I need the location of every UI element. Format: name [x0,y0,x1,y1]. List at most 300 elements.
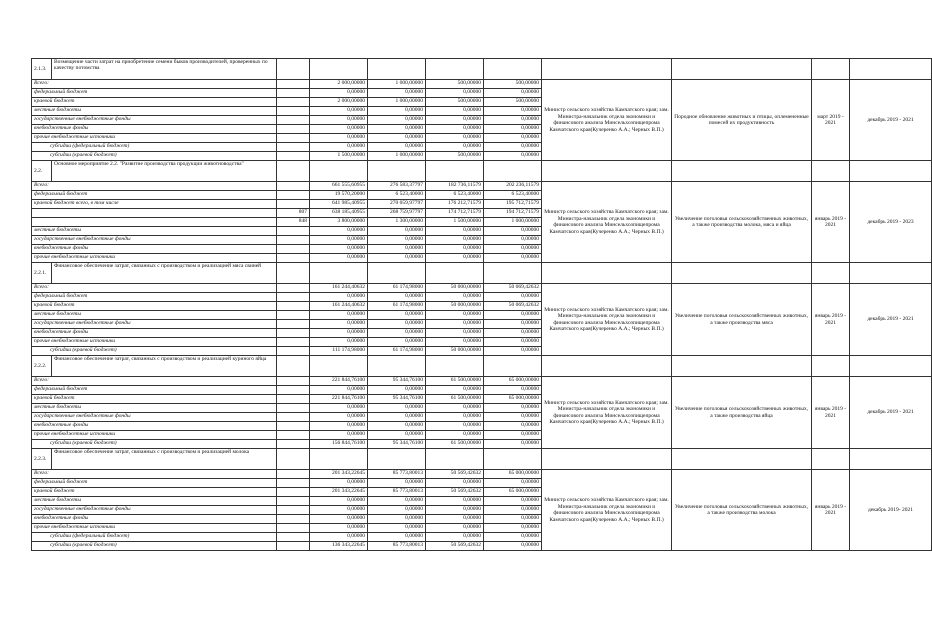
row-code [277,182,310,191]
row-code [277,347,310,356]
empty-cell [850,59,932,80]
amount-cell: 0,00000 [484,440,542,449]
amount-cell: 0,00000 [426,245,484,254]
amount-cell: 0,00000 [426,320,484,329]
row-label: краевой бюджет [32,302,277,311]
row-code [277,134,310,143]
row-label: государственные внебюджетные фонды [32,413,277,422]
empty-cell [368,161,426,182]
row-label: местные бюджеты [32,311,277,320]
empty-cell [812,449,850,470]
row-code [277,143,310,152]
empty-cell [672,59,812,80]
row-code [277,200,310,209]
amount-cell: 1 500,00000 [310,152,368,161]
row-code [277,386,310,395]
section-title: Возмещение части затрат на приобретение семени быков производителей, проверенных по качеству потомства [52,59,277,80]
row-code [277,329,310,338]
expected-result-cell: Увеличение поголовья сельскохозяйственных животных, а также производства молока [672,470,812,551]
amount-cell: 0,00000 [426,89,484,98]
row-label: прочие внебюджетные источники [32,338,277,347]
amount-cell: 221 844,76100 [310,377,368,386]
amount-cell: 61 500,00000 [426,377,484,386]
amount-cell: 0,00000 [426,515,484,524]
amount-cell: 161 244,40632 [310,284,368,293]
responsible-cell: Министр сельского хозяйства Камчатского края; зам. Министра-начальник отдела экономики и финансового анализа Минсельхозпищепрома Камчатского края(Кучеренко А.А.; Черных В.П.) [542,377,672,449]
row-code [277,107,310,116]
amount-cell: 0,00000 [484,404,542,413]
amount-cell: 0,00000 [310,134,368,143]
amount-cell: 0,00000 [368,245,426,254]
amount-cell: 0,00000 [368,254,426,263]
amount-cell: 1 500,00000 [426,218,484,227]
row-code: 848 [277,218,310,227]
amount-cell: 268 759,97797 [368,209,426,218]
amount-cell: 0,00000 [484,320,542,329]
amount-cell: 661 555,60955 [310,182,368,191]
row-label: внебюджетные фонды [32,125,277,134]
amount-cell: 0,00000 [426,497,484,506]
section-header-row [32,449,932,470]
amount-cell: 0,00000 [310,236,368,245]
section-header-row [32,356,932,377]
section-title: Основное мероприятие 2.2. "Развитие производства продукции животноводства" [52,161,277,182]
amount-cell: 1 000,00000 [368,80,426,89]
row-code [277,395,310,404]
empty-cell [672,161,812,182]
row-code [277,515,310,524]
amount-cell: 0,00000 [368,533,426,542]
empty-cell [277,449,310,470]
expected-result-cell: Увеличение поголовья сельскохозяйственных животных, а также производства молока, мяса и яйца [672,182,812,263]
empty-cell [368,59,426,80]
amount-cell: 1 000,00000 [484,218,542,227]
amount-cell: 0,00000 [368,413,426,422]
row-code [277,506,310,515]
responsible-cell: Министр сельского хозяйства Камчатского края; зам. Министра-начальник отдела экономики и финансового анализа Минсельхозпищепрома Камчатского края(Кучеренко А.А.; Черных В.П.) [542,182,672,263]
empty-cell [484,59,542,80]
empty-cell [812,263,850,284]
row-code [277,524,310,533]
row-label: Всего: [32,470,277,479]
amount-cell: 0,00000 [310,506,368,515]
empty-cell [542,356,672,377]
section-number: 2.2.1. [32,263,52,284]
amount-cell: 202 236,11579 [484,182,542,191]
empty-cell [484,356,542,377]
amount-cell: 0,00000 [310,89,368,98]
row-label: федеральный бюджет [32,386,277,395]
row-label: прочие внебюджетные источники [32,254,277,263]
row-label: федеральный бюджет [32,89,277,98]
amount-cell: 6 523,40000 [368,191,426,200]
empty-cell [542,59,672,80]
row-label: внебюджетные фонды [32,245,277,254]
row-label: субсидии (краевой бюджет) [32,440,277,449]
amount-cell: 0,00000 [484,533,542,542]
amount-cell: 0,00000 [484,347,542,356]
empty-cell [368,263,426,284]
amount-cell: 0,00000 [484,152,542,161]
amount-cell: 0,00000 [368,116,426,125]
section-header-row [32,161,932,182]
amount-cell: 0,00000 [484,245,542,254]
table-row [32,470,932,479]
amount-cell: 270 059,97797 [368,200,426,209]
section-number: 2.2.3. [32,449,52,470]
table-row [32,284,932,293]
empty-cell [426,161,484,182]
amount-cell: 0,00000 [368,497,426,506]
row-label: субсидии (федеральный бюджет) [32,533,277,542]
amount-cell: 0,00000 [310,386,368,395]
row-label: Всего: [32,80,277,89]
amount-cell: 0,00000 [484,524,542,533]
amount-cell: 1 000,00000 [368,152,426,161]
amount-cell: 0,00000 [426,143,484,152]
table-row [32,377,932,386]
amount-cell: 95 344,76100 [368,395,426,404]
amount-cell: 2 000,00000 [310,80,368,89]
amount-cell: 61 174,98000 [368,302,426,311]
amount-cell: 0,00000 [368,125,426,134]
amount-cell: 65 000,00000 [484,470,542,479]
expected-result-cell: Увеличение поголовья сельскохозяйственных животных, а также производства мяса [672,284,812,356]
empty-cell [277,263,310,284]
amount-cell: 50 569,42632 [426,488,484,497]
row-label: субсидии (краевой бюджет) [32,347,277,356]
row-label: прочие внебюджетные источники [32,524,277,533]
empty-cell [672,449,812,470]
amount-cell: 0,00000 [368,89,426,98]
amount-cell: 641 985,40955 [310,200,368,209]
end-date-cell: декабрь 2019 - 2021 [850,377,932,449]
row-label: прочие внебюджетные источники [32,134,277,143]
document-page [31,58,914,551]
amount-cell: 0,00000 [484,479,542,488]
empty-cell [672,263,812,284]
row-code [277,152,310,161]
row-label: внебюджетные фонды [32,329,277,338]
empty-cell [484,263,542,284]
amount-cell: 0,00000 [426,431,484,440]
amount-cell: 0,00000 [484,236,542,245]
amount-cell: 0,00000 [310,413,368,422]
amount-cell: 0,00000 [368,227,426,236]
amount-cell: 6 523,40000 [484,191,542,200]
amount-cell: 0,00000 [426,293,484,302]
amount-cell: 0,00000 [368,293,426,302]
amount-cell: 221 844,76100 [310,395,368,404]
amount-cell: 0,00000 [368,404,426,413]
responsible-cell: Министр сельского хозяйства Камчатского края; зам. Министра-начальник отдела экономики и финансового анализа Минсельхозпищепрома Камчатского края(Кучеренко А.А.; Черных В.П.) [542,470,672,551]
row-code [277,320,310,329]
empty-cell [310,449,368,470]
amount-cell: 0,00000 [310,293,368,302]
amount-cell: 174 712,71579 [426,209,484,218]
amount-cell: 65 000,00000 [484,488,542,497]
amount-cell: 0,00000 [426,338,484,347]
row-code [277,431,310,440]
row-label: прочие внебюджетные источники [32,431,277,440]
section-number: 2.2.2. [32,356,52,377]
amount-cell: 0,00000 [484,107,542,116]
row-label: внебюджетные фонды [32,422,277,431]
amount-cell: 0,00000 [310,497,368,506]
amount-cell: 1 000,00000 [368,98,426,107]
row-code [277,80,310,89]
row-label: краевой бюджет [32,488,277,497]
empty-cell [812,161,850,182]
row-code [277,98,310,107]
amount-cell: 0,00000 [426,125,484,134]
amount-cell: 0,00000 [310,329,368,338]
amount-cell: 276 583,37797 [368,182,426,191]
amount-cell: 61 500,00000 [426,395,484,404]
row-label: государственные внебюджетные фонды [32,236,277,245]
row-code [277,302,310,311]
amount-cell: 0,00000 [484,293,542,302]
amount-cell: 0,00000 [310,125,368,134]
row-code [277,533,310,542]
amount-cell: 0,00000 [368,236,426,245]
empty-cell [850,356,932,377]
empty-cell [672,356,812,377]
amount-cell: 0,00000 [426,254,484,263]
amount-cell: 65 000,00000 [484,377,542,386]
row-code [277,488,310,497]
amount-cell: 0,00000 [368,320,426,329]
row-code [277,413,310,422]
amount-cell: 194 712,71579 [484,209,542,218]
amount-cell: 50 569,42632 [426,542,484,551]
row-code [277,338,310,347]
row-code [277,284,310,293]
row-code [277,89,310,98]
amount-cell: 0,00000 [368,479,426,488]
row-label: местные бюджеты [32,227,277,236]
amount-cell: 0,00000 [310,533,368,542]
amount-cell: 0,00000 [426,311,484,320]
amount-cell: 0,00000 [426,236,484,245]
row-label: федеральный бюджет [32,479,277,488]
amount-cell: 50 569,42632 [426,470,484,479]
row-label: внебюджетные фонды [32,515,277,524]
row-label: местные бюджеты [32,107,277,116]
amount-cell: 156 844,76100 [310,440,368,449]
start-date-cell: январь 2019 - 2021 [812,182,850,263]
start-date-cell: январь 2019 - 2021 [812,470,850,551]
row-label: субсидии (краевой бюджет) [32,542,277,551]
responsible-cell: Министр сельского хозяйства Камчатского края; зам. Министра-начальник отдела экономики и финансового анализа Минсельхозпищепрома Камчатского края(Кучеренко А.А.; Черных В.П.) [542,80,672,161]
row-label [32,209,277,218]
row-code [277,440,310,449]
amount-cell: 0,00000 [426,329,484,338]
amount-cell: 0,00000 [368,338,426,347]
section-header-row [32,59,932,80]
amount-cell: 0,00000 [310,404,368,413]
row-code [277,422,310,431]
empty-cell [426,263,484,284]
start-date-cell: январь 2019 - 2021 [812,377,850,449]
end-date-cell: декабрь 2019 - 2021 [850,284,932,356]
amount-cell: 0,00000 [310,431,368,440]
amount-cell: 0,00000 [484,431,542,440]
amount-cell: 0,00000 [484,134,542,143]
row-code [277,470,310,479]
amount-cell: 500,00000 [484,80,542,89]
row-label: Всего: [32,377,277,386]
row-label: местные бюджеты [32,404,277,413]
row-code: 807 [277,209,310,218]
amount-cell: 0,00000 [368,311,426,320]
row-code [277,254,310,263]
amount-cell: 500,00000 [484,98,542,107]
row-code [277,191,310,200]
amount-cell: 2 000,00000 [310,98,368,107]
row-label: краевой бюджет [32,395,277,404]
amount-cell: 3 800,00000 [310,218,368,227]
expected-result-cell: Увеличение поголовья сельскохозяйственных животных, а также производства яйца [672,377,812,449]
empty-cell [484,449,542,470]
amount-cell: 19 570,20000 [310,191,368,200]
amount-cell: 0,00000 [484,143,542,152]
table-body [32,59,932,551]
amount-cell: 61 174,98000 [368,284,426,293]
table-row [32,182,932,191]
amount-cell: 0,00000 [368,524,426,533]
amount-cell: 0,00000 [368,329,426,338]
empty-cell [310,263,368,284]
amount-cell: 0,00000 [368,422,426,431]
empty-cell [277,161,310,182]
amount-cell: 85 773,80013 [368,470,426,479]
amount-cell: 0,00000 [484,254,542,263]
amount-cell: 0,00000 [426,506,484,515]
amount-cell: 0,00000 [484,227,542,236]
amount-cell: 50 069,42632 [484,302,542,311]
amount-cell: 0,00000 [310,107,368,116]
amount-cell: 0,00000 [426,227,484,236]
amount-cell: 500,00000 [426,80,484,89]
empty-cell [310,356,368,377]
section-header-row [32,263,932,284]
amount-cell: 1 300,00000 [368,218,426,227]
amount-cell: 0,00000 [310,143,368,152]
amount-cell: 0,00000 [426,533,484,542]
expected-result-cell: Породное обновление животных и птицы, оплемененные помесей их продуктивность [672,80,812,161]
amount-cell: 0,00000 [310,227,368,236]
amount-cell: 0,00000 [310,515,368,524]
amount-cell: 0,00000 [310,245,368,254]
row-code [277,227,310,236]
empty-cell [812,59,850,80]
amount-cell: 85 773,80013 [368,488,426,497]
amount-cell: 0,00000 [484,116,542,125]
row-label: Всего: [32,182,277,191]
row-code [277,116,310,125]
amount-cell: 0,00000 [484,422,542,431]
amount-cell: 85 773,80013 [368,542,426,551]
amount-cell: 61 174,98000 [368,347,426,356]
amount-cell: 0,00000 [484,125,542,134]
row-label: федеральный бюджет [32,191,277,200]
empty-cell [542,449,672,470]
empty-cell [310,161,368,182]
empty-cell [484,161,542,182]
row-code [277,542,310,551]
amount-cell: 6 523,40000 [426,191,484,200]
amount-cell: 0,00000 [310,311,368,320]
amount-cell: 0,00000 [368,107,426,116]
empty-cell [426,59,484,80]
amount-cell: 0,00000 [310,524,368,533]
end-date-cell: декабрь 2019 - 2023 [850,182,932,263]
row-label: краевой бюджет [32,98,277,107]
amount-cell: 50 000,00000 [426,284,484,293]
empty-cell [368,356,426,377]
section-title: Финансовое обеспечение затрат, связанных с производством и реализацией мяса свиней [52,263,277,284]
amount-cell: 0,00000 [368,506,426,515]
row-label: федеральный бюджет [32,293,277,302]
row-label: субсидии (краевой бюджет) [32,152,277,161]
row-label: государственные внебюджетные фонды [32,320,277,329]
amount-cell: 0,00000 [310,320,368,329]
amount-cell: 0,00000 [368,143,426,152]
amount-cell: 50 000,00000 [426,347,484,356]
amount-cell: 500,00000 [426,98,484,107]
row-code [277,311,310,320]
amount-cell: 111 174,98000 [310,347,368,356]
row-code [277,497,310,506]
amount-cell: 161 244,40632 [310,302,368,311]
amount-cell: 0,00000 [484,506,542,515]
row-label: субсидии (федеральный бюджет) [32,143,277,152]
start-date-cell: март 2019 - 2021 [812,80,850,161]
amount-cell: 0,00000 [426,524,484,533]
amount-cell: 0,00000 [484,89,542,98]
empty-cell [542,161,672,182]
empty-cell [310,59,368,80]
amount-cell: 0,00000 [426,116,484,125]
row-code [277,236,310,245]
section-title: Финансовое обеспечение затрат, связанных с производством и реализацией куриного яйца [52,356,277,377]
amount-cell: 50 069,42632 [484,284,542,293]
amount-cell: 0,00000 [484,311,542,320]
amount-cell: 0,00000 [368,515,426,524]
start-date-cell: январь 2019 - 2021 [812,284,850,356]
empty-cell [850,161,932,182]
empty-cell [426,356,484,377]
amount-cell: 0,00000 [484,542,542,551]
section-title: Финансовое обеспечение затрат, связанных с производством и реализацией молока [52,449,277,470]
amount-cell: 0,00000 [426,413,484,422]
amount-cell: 0,00000 [368,431,426,440]
empty-cell [850,263,932,284]
amount-cell: 0,00000 [484,515,542,524]
amount-cell: 0,00000 [484,386,542,395]
amount-cell: 50 000,00000 [426,302,484,311]
empty-cell [542,263,672,284]
amount-cell: 0,00000 [426,107,484,116]
amount-cell: 638 185,40955 [310,209,368,218]
amount-cell: 0,00000 [368,386,426,395]
row-code [277,293,310,302]
amount-cell: 0,00000 [426,386,484,395]
empty-cell [277,356,310,377]
amount-cell: 0,00000 [426,404,484,413]
amount-cell: 0,00000 [310,116,368,125]
